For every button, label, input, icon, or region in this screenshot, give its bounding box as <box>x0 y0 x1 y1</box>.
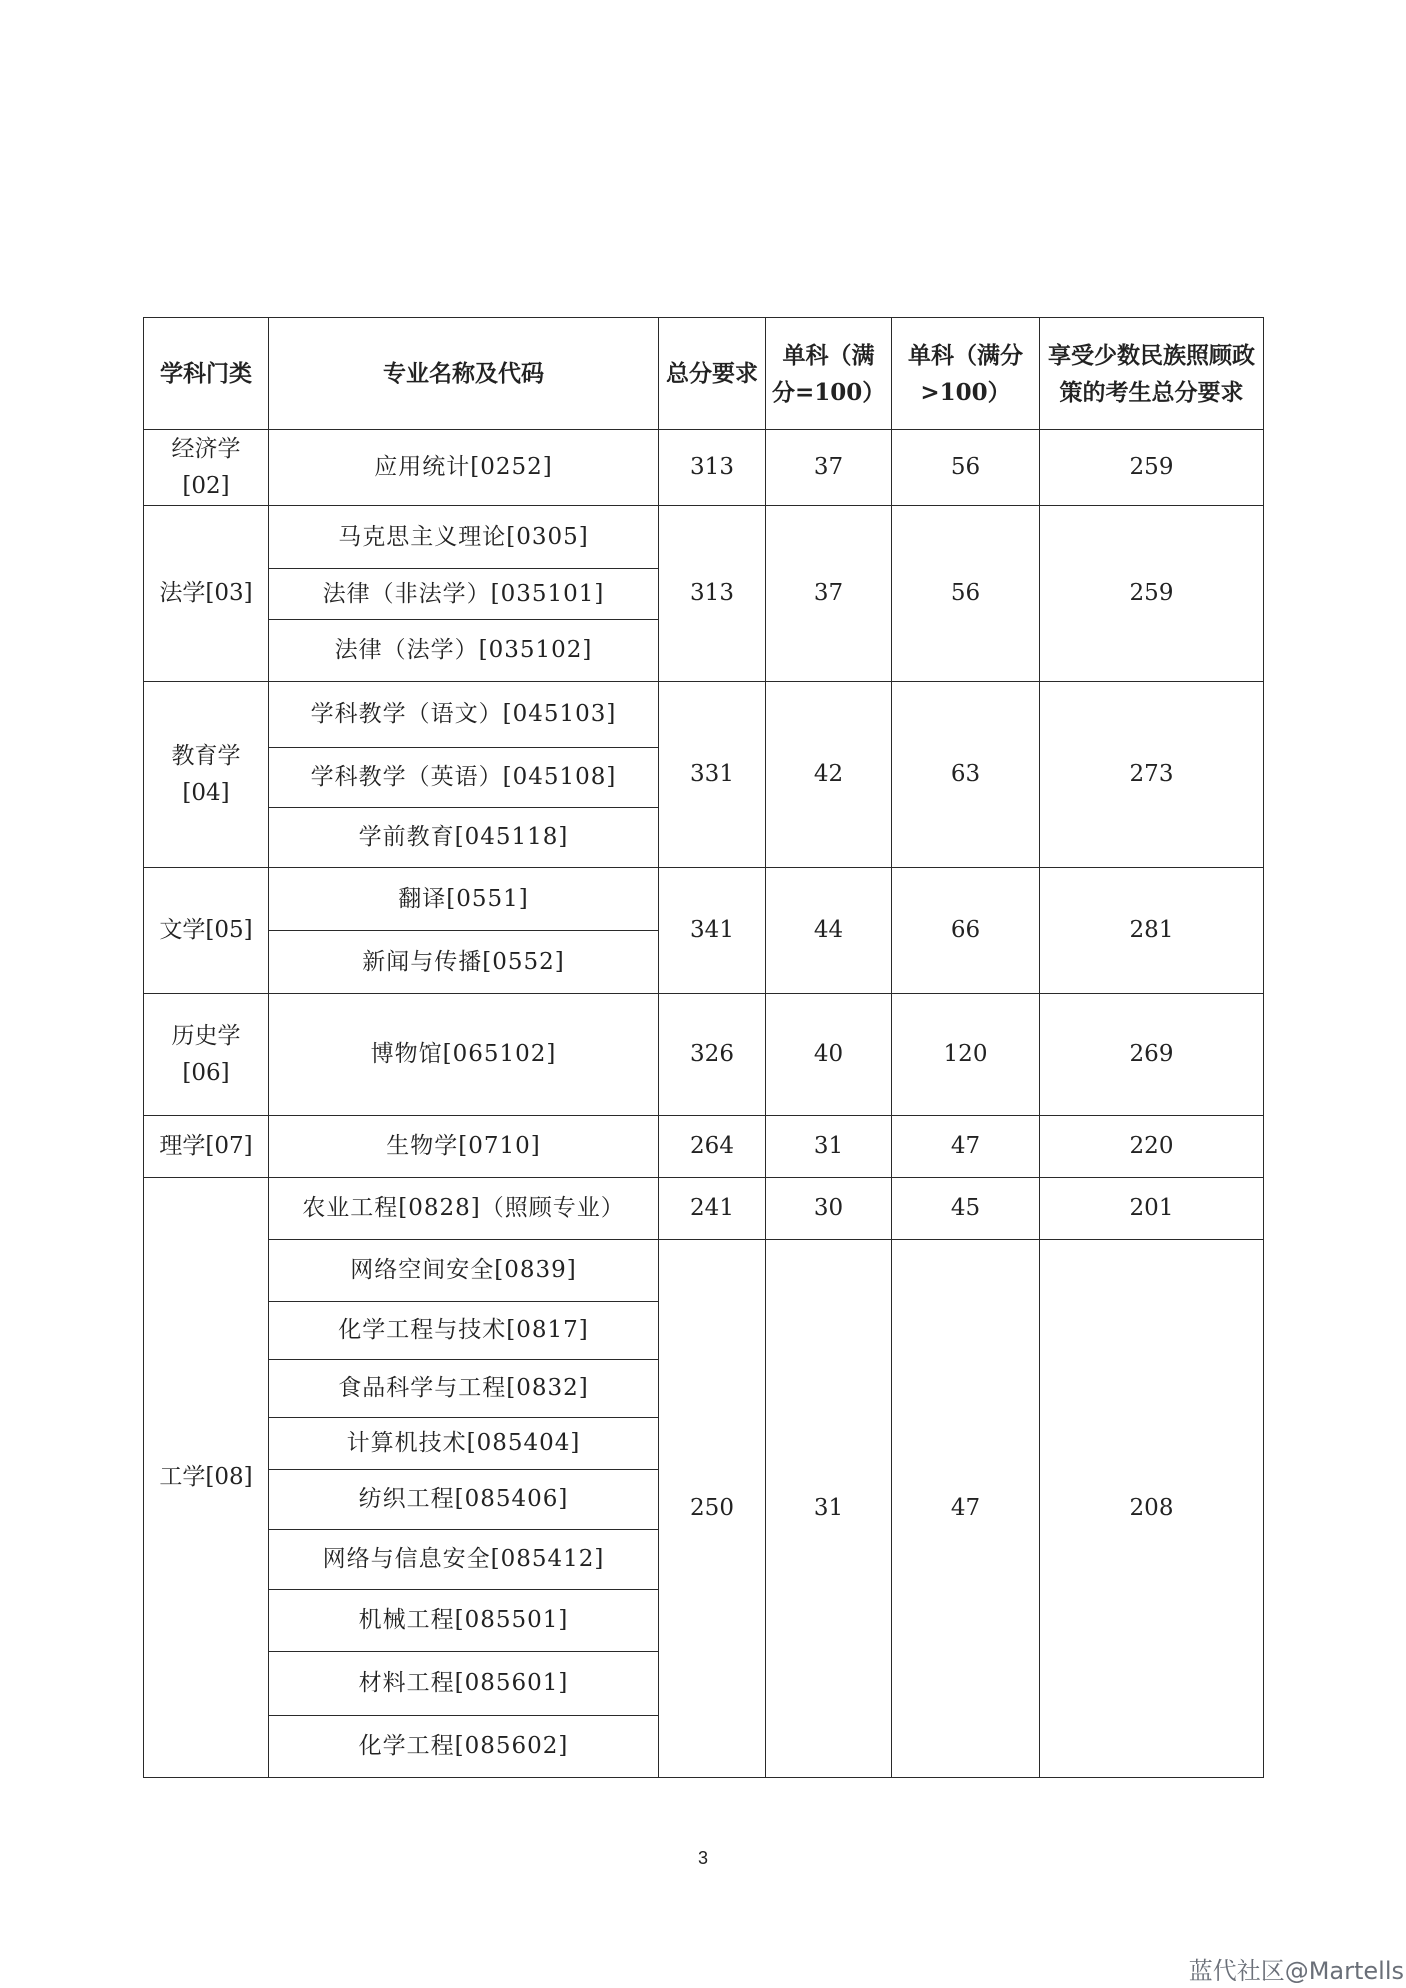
major-cell: 材料工程[085601] <box>269 1652 659 1716</box>
major-cell: 机械工程[085501] <box>269 1590 659 1652</box>
single-gt100-cell: 56 <box>892 506 1040 682</box>
single100-cell: 37 <box>766 430 892 506</box>
category-cell: 法学[03] <box>144 506 269 682</box>
major-cell: 新闻与传播[0552] <box>269 931 659 994</box>
category-cell: 文学[05] <box>144 868 269 994</box>
category-cell: 理学[07] <box>144 1116 269 1178</box>
major-cell: 学前教育[045118] <box>269 808 659 868</box>
single-gt100-cell: 45 <box>892 1178 1040 1240</box>
score-requirements-table <box>143 317 1264 1778</box>
single-gt100-cell: 47 <box>892 1240 1040 1778</box>
table-row <box>144 430 1264 506</box>
table-row <box>144 868 1264 931</box>
major-cell: 食品科学与工程[0832] <box>269 1360 659 1418</box>
page-number: 3 <box>697 1848 708 1868</box>
total-cell: 313 <box>659 430 766 506</box>
minority-cell: 273 <box>1040 682 1264 868</box>
header-single-gt100: 单科（满分>100） <box>892 318 1040 430</box>
category-cell: 历史学[06] <box>144 994 269 1116</box>
total-cell: 331 <box>659 682 766 868</box>
major-cell: 法律（法学）[035102] <box>269 620 659 682</box>
major-cell: 网络空间安全[0839] <box>269 1240 659 1302</box>
score-table-sheet <box>143 317 1263 1778</box>
table-row <box>144 1178 1264 1240</box>
major-cell: 化学工程[085602] <box>269 1716 659 1778</box>
major-cell: 应用统计[0252] <box>269 430 659 506</box>
category-cell: 教育学[04] <box>144 682 269 868</box>
category-cell: 经济学[02] <box>144 430 269 506</box>
major-cell: 学科教学（语文）[045103] <box>269 682 659 748</box>
single100-cell: 37 <box>766 506 892 682</box>
single100-cell: 42 <box>766 682 892 868</box>
total-cell: 264 <box>659 1116 766 1178</box>
total-cell: 313 <box>659 506 766 682</box>
header-single-100: 单科（满分=100） <box>766 318 892 430</box>
table-row <box>144 1240 1264 1302</box>
major-cell: 翻译[0551] <box>269 868 659 931</box>
single-gt100-cell: 56 <box>892 430 1040 506</box>
minority-cell: 269 <box>1040 994 1264 1116</box>
table-row <box>144 682 1264 748</box>
minority-cell: 259 <box>1040 506 1264 682</box>
header-category: 学科门类 <box>144 318 269 430</box>
major-cell: 网络与信息安全[085412] <box>269 1530 659 1590</box>
header-total: 总分要求 <box>659 318 766 430</box>
single-gt100-cell: 120 <box>892 994 1040 1116</box>
header-row <box>144 318 1264 430</box>
minority-cell: 259 <box>1040 430 1264 506</box>
minority-cell: 281 <box>1040 868 1264 994</box>
single100-cell: 44 <box>766 868 892 994</box>
major-cell: 生物学[0710] <box>269 1116 659 1178</box>
major-cell: 法律（非法学）[035101] <box>269 569 659 620</box>
table-row <box>144 994 1264 1116</box>
watermark: 蓝代社区@Martells <box>1188 1957 1404 1985</box>
major-cell: 计算机技术[085404] <box>269 1418 659 1470</box>
single100-cell: 30 <box>766 1178 892 1240</box>
major-cell: 纺织工程[085406] <box>269 1470 659 1530</box>
major-cell: 马克思主义理论[0305] <box>269 506 659 569</box>
single-gt100-cell: 66 <box>892 868 1040 994</box>
category-cell: 工学[08] <box>144 1178 269 1778</box>
header-minority: 享受少数民族照顾政策的考生总分要求 <box>1040 318 1264 430</box>
single-gt100-cell: 63 <box>892 682 1040 868</box>
major-cell: 博物馆[065102] <box>269 994 659 1116</box>
total-cell: 241 <box>659 1178 766 1240</box>
minority-cell: 220 <box>1040 1116 1264 1178</box>
single100-cell: 31 <box>766 1240 892 1778</box>
single100-cell: 31 <box>766 1116 892 1178</box>
table-row <box>144 506 1264 569</box>
header-major: 专业名称及代码 <box>269 318 659 430</box>
total-cell: 326 <box>659 994 766 1116</box>
minority-cell: 201 <box>1040 1178 1264 1240</box>
minority-cell: 208 <box>1040 1240 1264 1778</box>
total-cell: 341 <box>659 868 766 994</box>
single100-cell: 40 <box>766 994 892 1116</box>
single-gt100-cell: 47 <box>892 1116 1040 1178</box>
total-cell: 250 <box>659 1240 766 1778</box>
major-cell: 农业工程[0828]（照顾专业） <box>269 1178 659 1240</box>
major-cell: 学科教学（英语）[045108] <box>269 748 659 808</box>
table-row <box>144 1116 1264 1178</box>
major-cell: 化学工程与技术[0817] <box>269 1302 659 1360</box>
